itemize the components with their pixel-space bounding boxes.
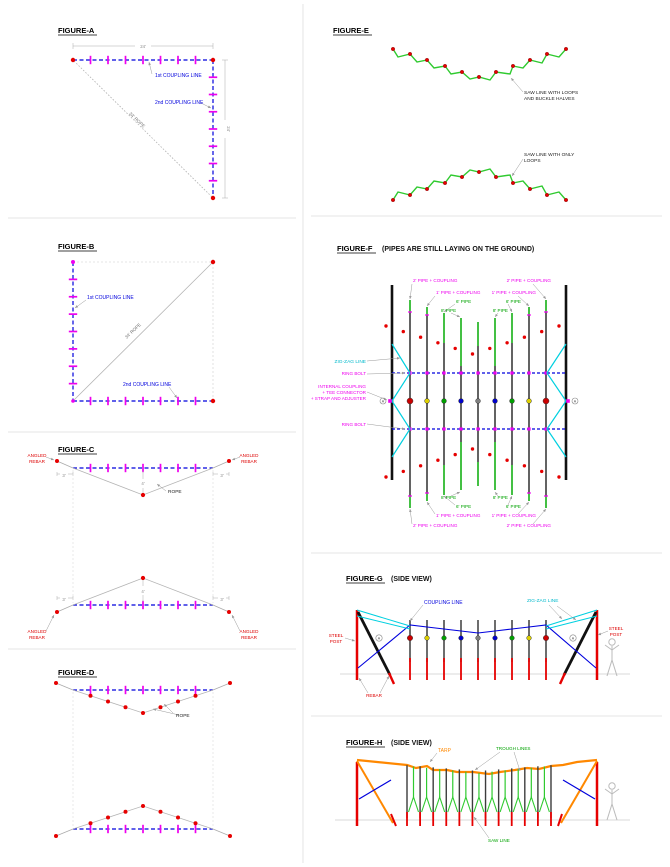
angled-rebar-label: ANGLED bbox=[27, 453, 47, 458]
zigzag-line-label: ZIG-ZAG LINE bbox=[527, 599, 559, 604]
pipe-6ft-label: 6' PIPE bbox=[456, 299, 472, 304]
marker-a: A bbox=[381, 399, 385, 404]
marker-a: A bbox=[573, 399, 577, 404]
steel-post-label: POST bbox=[329, 639, 343, 644]
coupling-line-1-label: 1st COUPLING LINE bbox=[155, 73, 202, 79]
trough-lines-label: TROUGH LINES bbox=[496, 746, 531, 751]
figure-h bbox=[335, 738, 630, 843]
angled-rebar-label: ANGLED bbox=[239, 453, 259, 458]
zigzag-line-label: ZIG-ZAG LINE bbox=[334, 360, 366, 365]
figure-e-title: FIGURE-E bbox=[333, 26, 369, 35]
coupling-line-label: COUPLING LINE bbox=[424, 600, 463, 606]
pipe-8ft-label: 8' PIPE bbox=[441, 308, 457, 313]
rebar-label: REBAR bbox=[366, 693, 382, 698]
pipe-1ft-label: 1' PIPE + COUPLING bbox=[491, 513, 536, 518]
figure-a-title: FIGURE-A bbox=[58, 26, 95, 35]
figure-a-graphics bbox=[71, 43, 228, 200]
steel-post-label: STEEL bbox=[608, 626, 624, 631]
figure-h-subtitle: (SIDE VIEW) bbox=[391, 740, 432, 747]
pipe-2ft-label: 2' PIPE + COUPLING bbox=[413, 278, 458, 283]
angled-rebar-label: REBAR bbox=[29, 635, 45, 640]
figure-b bbox=[58, 242, 215, 405]
pipe-2ft-label: 2' PIPE + COUPLING bbox=[413, 523, 458, 528]
angled-rebar-label: REBAR bbox=[29, 459, 45, 464]
pipe-8ft-label: 8' PIPE bbox=[492, 495, 508, 500]
figure-f-graphics bbox=[367, 284, 578, 524]
rope-label: 34' ROPE bbox=[128, 111, 147, 129]
figure-f-title: FIGURE-F bbox=[337, 244, 373, 253]
internal-coupling-label: + TEE CONNECTOR bbox=[322, 390, 366, 395]
figure-b-title: FIGURE-B bbox=[58, 242, 95, 251]
figure-d bbox=[54, 668, 232, 838]
dim-4ft: 4' bbox=[141, 481, 145, 486]
figure-d-title: FIGURE-D bbox=[58, 668, 95, 677]
dim-24ft-right: 24' bbox=[226, 126, 231, 132]
rope-label: ROPE bbox=[176, 714, 190, 719]
figure-c bbox=[28, 445, 260, 640]
figure-f bbox=[311, 244, 578, 528]
angled-rebar-label: ANGLED bbox=[239, 629, 259, 634]
figure-e-graphics bbox=[391, 47, 568, 202]
coupling-line-2-label: 2nd COUPLING LINE bbox=[123, 382, 172, 388]
figure-g-subtitle: (SIDE VIEW) bbox=[391, 576, 432, 583]
internal-coupling-label: + STRAP AND ADJUSTER bbox=[310, 396, 366, 401]
ring-bolt-label: RING BOLT bbox=[341, 371, 366, 376]
pipe-1ft-label: 1' PIPE + COUPLING bbox=[491, 290, 536, 295]
pipe-6ft-label: 6' PIPE bbox=[505, 504, 521, 509]
figure-g-title: FIGURE-G bbox=[346, 574, 383, 583]
saw-line-only-loops-label: SAW LINE WITH ONLY bbox=[524, 153, 575, 158]
saw-line-loops-buckle-label: SAW LINE WITH LOOPS bbox=[524, 91, 579, 96]
angled-rebar-label: REBAR bbox=[241, 459, 257, 464]
tarp-label: TARP bbox=[438, 748, 451, 754]
figure-h-graphics bbox=[335, 752, 630, 838]
dim-3ft: 3' bbox=[220, 473, 224, 478]
figure-f-subtitle: (PIPES ARE STILL LAYING ON THE GROUND) bbox=[382, 246, 535, 253]
figure-c-title: FIGURE-C bbox=[58, 445, 95, 454]
marker-a: A bbox=[571, 636, 575, 641]
pipe-1ft-label: 1' PIPE + COUPLING bbox=[436, 513, 481, 518]
angled-rebar-label: ANGLED bbox=[27, 629, 47, 634]
dim-3ft: 3' bbox=[220, 597, 224, 602]
figure-g-graphics bbox=[340, 605, 630, 693]
figure-d-graphics bbox=[54, 681, 232, 838]
pipe-2ft-label: 2' PIPE + COUPLING bbox=[506, 278, 551, 283]
angled-rebar-label: REBAR bbox=[241, 635, 257, 640]
internal-coupling-label: INTERNAL COUPLING bbox=[318, 384, 366, 389]
rope-label: ROPE bbox=[168, 490, 182, 495]
pipe-8ft-label: 8' PIPE bbox=[441, 495, 457, 500]
pipe-2ft-label: 2' PIPE + COUPLING bbox=[506, 523, 551, 528]
coupling-line-2-label: 2nd COUPLING LINE bbox=[155, 100, 204, 106]
saw-line-label: SAW LINE bbox=[488, 838, 510, 843]
saw-line-only-loops-label: LOOPS bbox=[524, 159, 541, 164]
coupling-line-1-label: 1st COUPLING LINE bbox=[87, 295, 134, 301]
dim-4ft: 4' bbox=[141, 589, 145, 594]
steel-post-label: STEEL bbox=[328, 633, 344, 638]
figure-a bbox=[58, 26, 231, 200]
saw-line-loops-buckle-label: AND BUCKLE HALVES bbox=[524, 97, 575, 102]
marker-a: A bbox=[377, 636, 381, 641]
dim-3ft: 3' bbox=[62, 473, 66, 478]
steel-post-label: POST bbox=[609, 632, 623, 637]
pipe-6ft-label: 6' PIPE bbox=[456, 504, 472, 509]
figure-h-title: FIGURE-H bbox=[346, 738, 383, 747]
dim-24ft-top: 24' bbox=[140, 44, 146, 49]
pipe-6ft-label: 6' PIPE bbox=[505, 299, 521, 304]
rope-label: 34' ROPE bbox=[123, 322, 142, 340]
figure-g bbox=[329, 574, 630, 698]
ring-bolt-label: RING BOLT bbox=[341, 422, 366, 427]
dim-3ft: 3' bbox=[62, 597, 66, 602]
figure-e bbox=[333, 26, 578, 202]
pipe-1ft-label: 1' PIPE + COUPLING bbox=[436, 290, 481, 295]
panel-dividers bbox=[8, 4, 662, 863]
pipe-8ft-label: 8' PIPE bbox=[492, 308, 508, 313]
